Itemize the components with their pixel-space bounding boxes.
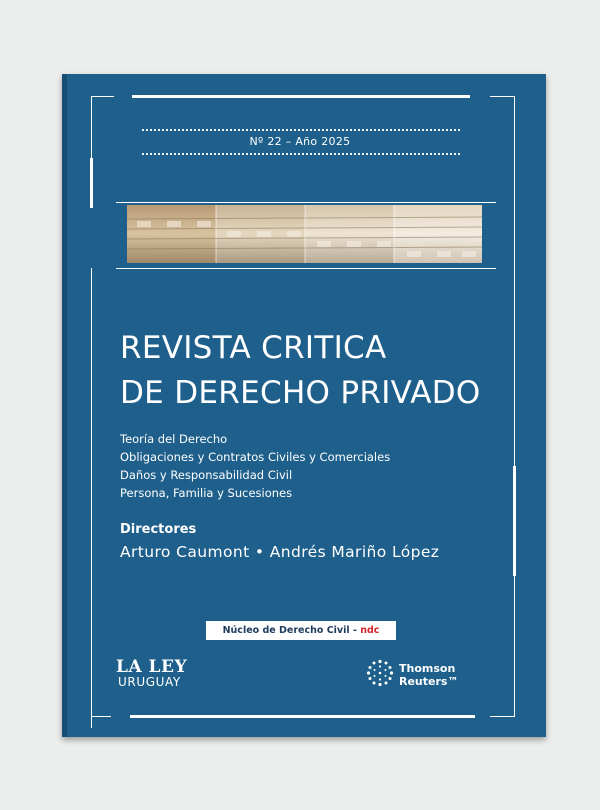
photo-rule-bottom <box>116 268 496 269</box>
frame-bottom-bar <box>130 715 475 718</box>
ndc-badge-text: Núcleo de Derecho Civil - <box>222 625 361 636</box>
topic-item: Obligaciones y Contratos Civiles y Comerciales <box>120 450 391 464</box>
title-line-1: REVISTA CRITICA <box>120 330 387 366</box>
frame-bottom-left <box>91 716 111 717</box>
title-line-2: DE DERECHO PRIVADO <box>120 375 481 411</box>
frame-bottom-right <box>490 716 515 717</box>
thomson-reuters-logo-line1: Thomson <box>399 662 456 675</box>
la-ley-uruguay-text: URUGUAY <box>118 675 181 689</box>
dotted-rule-bottom <box>142 153 460 155</box>
courtroom-photo-strip <box>127 205 482 263</box>
thomson-reuters-icon <box>366 659 394 687</box>
frame-left-lower <box>91 268 92 728</box>
la-ley-logo: LA LEY <box>116 657 188 677</box>
book-spine <box>62 74 67 737</box>
frame-top-line <box>132 95 470 98</box>
frame-top-left-tick <box>92 96 114 97</box>
topic-item: Daños y Responsabilidad Civil <box>120 468 293 482</box>
thomson-reuters-logo-line2: Reuters™ <box>399 675 459 688</box>
directors-names: Arturo Caumont • Andrés Mariño López <box>120 543 440 561</box>
frame-left-bar <box>90 158 93 208</box>
photo-strip-graphic <box>127 205 482 263</box>
ndc-badge <box>206 621 396 640</box>
issue-number: Nº 22 – Año 2025 <box>249 135 351 148</box>
topic-item: Teoría del Derecho <box>120 432 228 446</box>
frame-right-bar <box>513 466 516 576</box>
photo-rule-top <box>116 202 496 203</box>
dotted-rule-top <box>142 129 460 131</box>
frame-top-right-tick <box>490 96 514 97</box>
ndc-badge-accent: ndc <box>360 625 380 636</box>
directors-heading: Directores <box>120 522 197 537</box>
topic-item: Persona, Familia y Sucesiones <box>120 486 293 500</box>
frame-right-line <box>514 96 515 716</box>
